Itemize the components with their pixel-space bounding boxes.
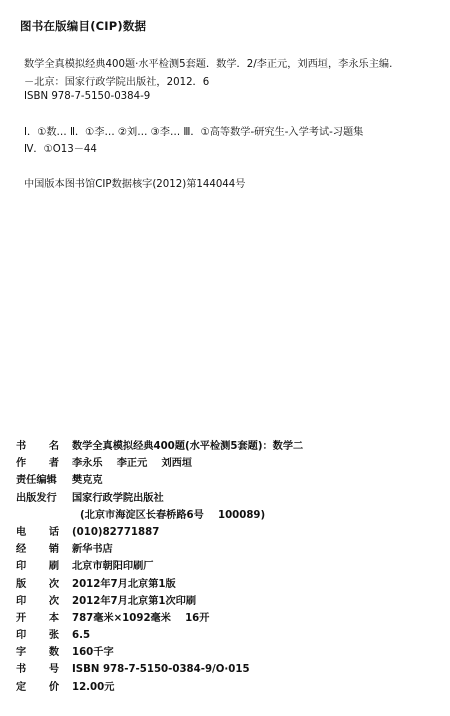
cip-heading: 图书在版编目(CIP)数据 bbox=[20, 19, 147, 33]
cip-core-number: 中国版本图书馆CIP数据核字(2012)第144044号 bbox=[24, 179, 246, 190]
cip-subject-line-1: Ⅰ．①数… Ⅱ．①李… ②刘… ③李… Ⅲ．①高等数学-研究生-入学考试-习题集 bbox=[24, 127, 364, 138]
colophon-value-authors: 李永乐 李正元 刘西垣 bbox=[72, 458, 193, 470]
colophon-label-publisher: 出版发行 bbox=[16, 492, 57, 504]
colophon-label-printer: 印 刷 bbox=[16, 561, 59, 573]
colophon-value-printer: 北京市朝阳印刷厂 bbox=[72, 561, 154, 573]
colophon-value-edition: 2012年7月北京第1版 bbox=[72, 578, 176, 590]
colophon-value-isbn: ISBN 978-7-5150-0384-9/O·015 bbox=[72, 664, 250, 676]
colophon-row-isbn bbox=[16, 660, 436, 677]
colophon-label-editor: 责任编辑 bbox=[16, 475, 57, 487]
colophon-value-editor: 樊克克 bbox=[72, 475, 103, 487]
colophon-value-format: 787毫米×1092毫米 16开 bbox=[72, 612, 210, 624]
cip-record-line-1: 数学全真模拟经典400题·水平检测5套题．数学．2/李正元，刘西垣，李永乐主编. bbox=[24, 59, 393, 70]
colophon-value-publisher: 国家行政学院出版社 bbox=[72, 492, 164, 504]
colophon-row-edition bbox=[16, 575, 436, 592]
cip-subject-line-2: Ⅳ．①O13－44 bbox=[24, 144, 97, 155]
colophon-label-edition: 版 次 bbox=[16, 578, 59, 590]
colophon-value-printing: 2012年7月北京第1次印刷 bbox=[72, 595, 197, 607]
colophon-label-wordcount: 字 数 bbox=[16, 647, 59, 659]
colophon-label-isbn: 书 号 bbox=[16, 664, 59, 676]
colophon-row-price bbox=[16, 678, 436, 695]
colophon-value-wordcount: 160千字 bbox=[72, 647, 114, 659]
colophon-label-phone: 电 话 bbox=[16, 526, 59, 538]
colophon-row-publisher bbox=[16, 489, 436, 506]
colophon-row-format bbox=[16, 609, 436, 626]
colophon-value-phone: (010)82771887 bbox=[72, 526, 160, 538]
colophon-row-authors bbox=[16, 454, 436, 471]
cip-record-line-3: ISBN 978-7-5150-0384-9 bbox=[24, 91, 151, 102]
cip-record-line-2: －北京：国家行政学院出版社，2012．6 bbox=[24, 77, 210, 88]
colophon-row-title bbox=[16, 437, 436, 454]
colophon-row-wordcount bbox=[16, 643, 436, 660]
colophon-row-address bbox=[16, 506, 436, 523]
colophon-value-distributor: 新华书店 bbox=[72, 544, 113, 556]
colophon-row-editor bbox=[16, 471, 436, 488]
colophon-label-sheets: 印 张 bbox=[16, 630, 59, 642]
colophon-value-sheets: 6.5 bbox=[72, 630, 91, 642]
colophon-row-printer bbox=[16, 557, 436, 574]
colophon-label-authors: 作 者 bbox=[16, 458, 59, 470]
colophon-label-format: 开 本 bbox=[16, 612, 59, 624]
colophon-row-printing bbox=[16, 592, 436, 609]
colophon-value-price: 12.00元 bbox=[72, 681, 115, 693]
colophon-value-address: (北京市海淀区长春桥路6号 100089) bbox=[80, 509, 266, 521]
colophon-label-price: 定 价 bbox=[16, 681, 59, 693]
colophon-row-phone bbox=[16, 523, 436, 540]
colophon-value-title: 数学全真模拟经典400题(水平检测5套题)：数学二 bbox=[72, 441, 304, 452]
colophon-table bbox=[16, 437, 436, 695]
colophon-row-sheets bbox=[16, 626, 436, 643]
colophon-label-printing: 印 次 bbox=[16, 595, 59, 607]
colophon-label-distributor: 经 销 bbox=[16, 544, 59, 556]
colophon-label-title: 书 名 bbox=[16, 441, 59, 452]
colophon-row-distributor bbox=[16, 540, 436, 557]
